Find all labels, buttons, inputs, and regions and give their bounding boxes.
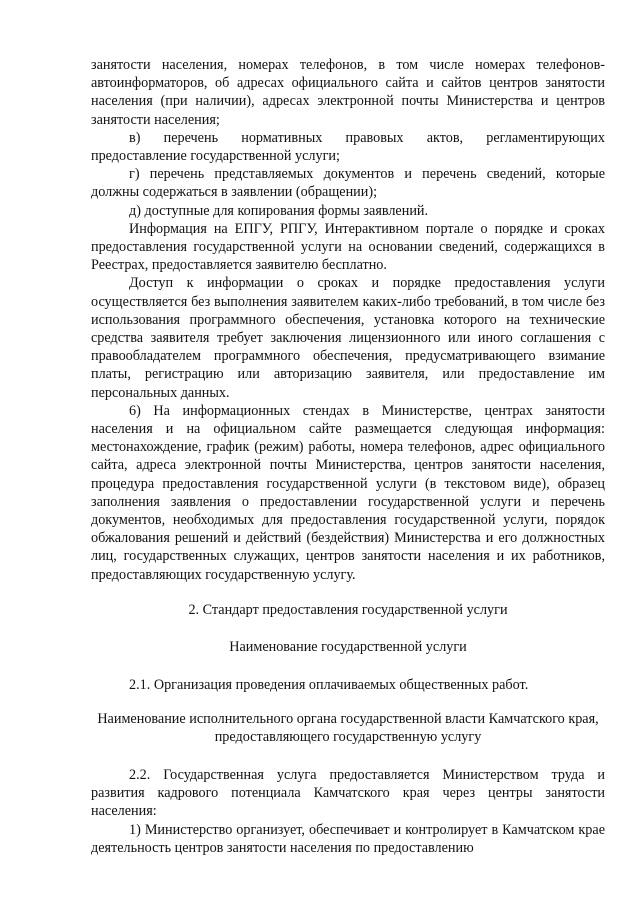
paragraph-item-2-1: 2.1. Организация проведения оплачиваемых общественных работ.	[129, 677, 529, 694]
paragraph-access-info: Доступ к информации о сроках и порядке предоставления услуги осуществляется без выполнения заявителем каких-либо требований, в том числе без использования программного обеспечения, установка которого на технические средства заявителя требует заключения лицензионного или иного соглашения с правообладателем программного обеспечения, предусматривающего взимание платы, регистрацию или авторизацию заявителя, или предоставление им персональных данных.	[91, 275, 605, 401]
paragraph-item-v: в) перечень нормативных правовых актов, регламентирующих предоставление государственной услуги;	[91, 129, 605, 165]
paragraph-contact-info: занятости населения, номерах телефонов, в том числе номерах телефонов-автоинформаторов, об адресах официального сайта и сайтов центров занятости населения (при наличии), адресах электронной почты Министерства и центров занятости населения;	[91, 57, 605, 128]
paragraph-item-6-stands: 6) На информационных стендах в Министерстве, центрах занятости населения и на официальном сайте размещается следующая информация: местонахождение, график (режим) работы, номера телефонов, адрес официального сайта, адреса электронной почты Министерства, центров занятости населения, процедура предоставления государственной услуги (в текстовом виде), образец заполнения заявления о предоставлении государственной услуги и перечень документов, необходимых для предоставления государственной услуги, порядок обжалования решений и действий (бездействия) Министерства и его должностных лиц, государственных служащих, центров занятости населения и их работников, предоставляющих государственную услугу.	[91, 402, 605, 583]
paragraph-item-2-2: 2.2. Государственная услуга предоставляется Министерством труда и развития кадрового потенциала Камчатского края через центры занятости населения:	[91, 766, 605, 820]
paragraph-item-g: г) перечень представляемых документов и перечень сведений, которые должны содержаться в заявлении (обращении);	[91, 166, 605, 201]
subheading-executive-body: Наименование исполнительного органа государственной власти Камчатского края, предоставляющего государственную услугу	[97, 710, 599, 745]
section-heading: 2. Стандарт предоставления государственной услуги	[188, 601, 508, 618]
document-body	[91, 56, 605, 857]
paragraph-item-d: д) доступные для копирования формы заявлений.	[129, 202, 429, 219]
paragraph-portal-info: Информация на ЕПГУ, РПГУ, Интерактивном портале о порядке и сроках предоставления государственной услуги на основании сведений, содержащихся в Реестрах, предоставляется заявителю бесплатно.	[91, 220, 605, 274]
paragraph-item-2-2-1: 1) Министерство организует, обеспечивает и контролирует в Камчатском крае деятельность центров занятости населения по предоставлению	[91, 821, 605, 856]
subheading-service-name: Наименование государственной услуги	[229, 639, 467, 656]
